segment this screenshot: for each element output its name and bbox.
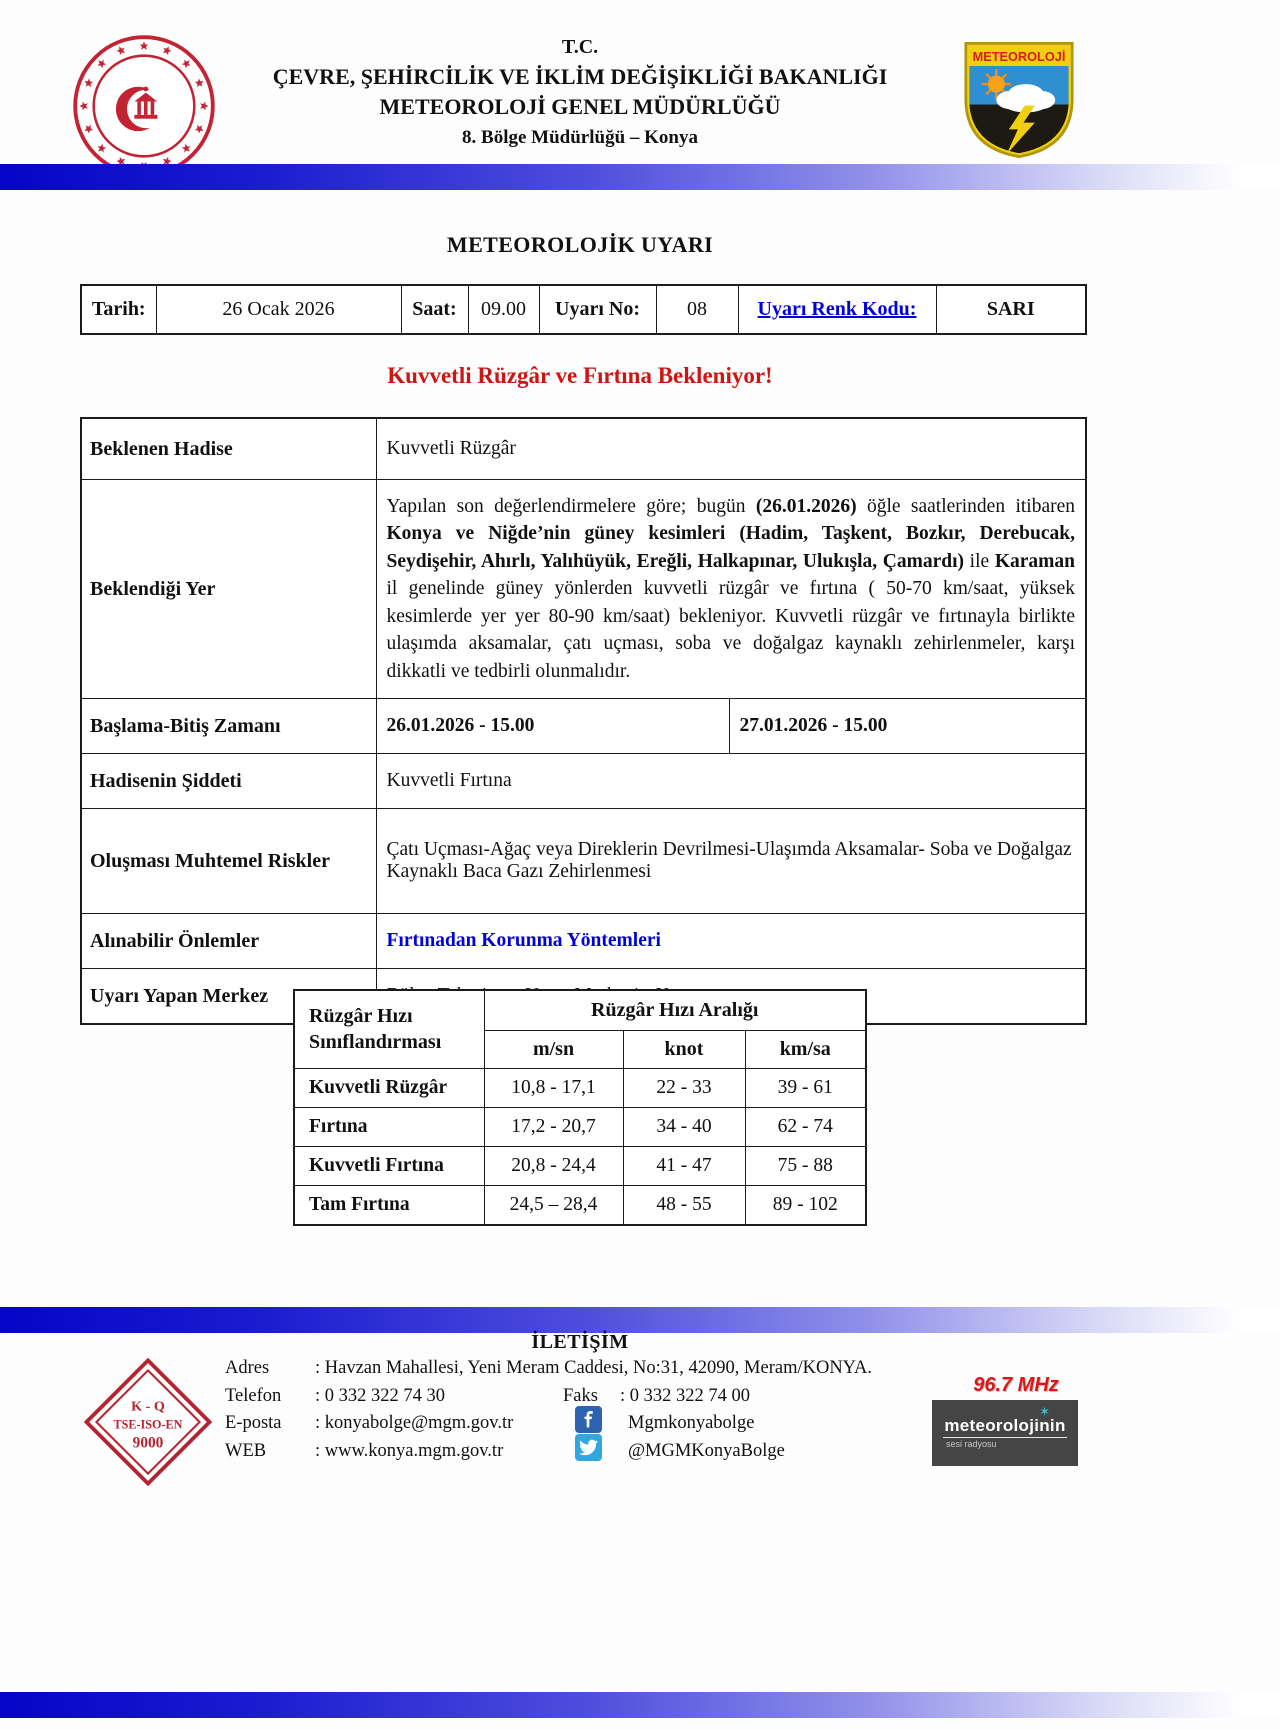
row-possible-risks	[81, 809, 1086, 914]
twitter-handle: @MGMKonyaBolge	[628, 1441, 785, 1461]
wind-kmh-cell: 39 - 61	[745, 1068, 866, 1107]
date-value: 26 Ocak 2026	[156, 285, 401, 334]
alert-heading: Kuvvetli Rüzgâr ve Fırtına Bekleniyor!	[387, 363, 773, 388]
fax-label: Faks	[563, 1386, 598, 1406]
color-code-link[interactable]: Uyarı Renk Kodu:	[757, 298, 917, 320]
unit-knot: knot	[623, 1030, 745, 1068]
wind-row-strong-wind	[294, 1068, 866, 1107]
phone-value: : 0 332 322 74 30	[315, 1386, 446, 1406]
time-value: 09.00	[468, 285, 539, 334]
gradient-bar-top	[0, 164, 1280, 190]
letterhead-region: 8. Bölge Müdürlüğü – Konya	[462, 127, 698, 148]
phone-label: Telefon	[225, 1386, 282, 1406]
wind-class-cell: Kuvvetli Rüzgâr	[294, 1068, 484, 1107]
tse-9000-text: 9000	[132, 1434, 164, 1452]
expected-event-value: Kuvvetli Rüzgâr	[376, 418, 1086, 480]
severity-label: Hadisenin Şiddeti	[81, 754, 376, 809]
facebook-handle: Mgmkonyabolge	[628, 1413, 755, 1433]
wind-ms-cell: 24,5 – 28,4	[484, 1185, 623, 1225]
unit-ms: m/sn	[484, 1030, 623, 1068]
wind-row-storm	[294, 1107, 866, 1146]
web-value: : www.konya.mgm.gov.tr	[315, 1441, 504, 1461]
time-label: Saat:	[401, 285, 468, 334]
web-label: WEB	[225, 1441, 267, 1461]
shield-label: METEOROLOJİ	[972, 48, 1066, 64]
tse-iso-text: TSE-ISO-EN	[113, 1417, 183, 1432]
warning-info-table	[80, 284, 1087, 335]
wind-knot-cell: 41 - 47	[623, 1146, 745, 1185]
wind-table-header-row	[294, 990, 866, 1030]
radio-name: meteorolojinin	[943, 1416, 1067, 1438]
wind-kmh-cell: 89 - 102	[745, 1185, 866, 1225]
wind-ms-cell: 10,8 - 17,1	[484, 1068, 623, 1107]
wind-knot-cell: 22 - 33	[623, 1068, 745, 1107]
paragraph-segment-bold: Karaman	[994, 550, 1075, 572]
wind-kmh-cell: 62 - 74	[745, 1107, 866, 1146]
warning-no-value: 08	[656, 285, 738, 334]
row-expected-location	[81, 480, 1086, 699]
paragraph-segment: ile	[964, 550, 995, 572]
issuing-center-label: Uyarı Yapan Merkez	[81, 969, 376, 1025]
paragraph-segment: öğle saatlerinden itibaren	[856, 495, 1075, 517]
gradient-bar-footer	[0, 1307, 1280, 1333]
facebook-icon[interactable]	[575, 1406, 602, 1433]
expected-location-paragraph	[376, 480, 1086, 699]
wind-range-header: Rüzgâr Hızı Aralığı	[484, 990, 866, 1030]
row-precautions	[81, 914, 1086, 969]
meteoroloji-shield-icon	[962, 40, 1076, 160]
start-end-label: Başlama-Bitiş Zamanı	[81, 699, 376, 754]
wind-class-header: Rüzgâr Hızı Sınıflandırması	[294, 990, 484, 1068]
row-severity	[81, 754, 1086, 809]
wind-ms-cell: 20,8 - 24,4	[484, 1146, 623, 1185]
radio-subtitle: sesi radyosu	[946, 1439, 997, 1449]
end-datetime: 27.01.2026 - 15.00	[729, 699, 1086, 754]
storm-protection-link[interactable]: Fırtınadan Korunma Yöntemleri	[386, 930, 661, 951]
radio-logo	[932, 1400, 1078, 1466]
wind-ms-cell: 17,2 - 20,7	[484, 1107, 623, 1146]
letterhead-ministry: ÇEVRE, ŞEHİRCİLİK VE İKLİM DEĞİŞİKLİĞİ BAKANLIĞI	[272, 64, 888, 89]
wind-class-cell: Kuvvetli Fırtına	[294, 1146, 484, 1185]
date-label: Tarih:	[81, 285, 156, 334]
wind-row-strong-storm	[294, 1146, 866, 1185]
wind-speed-table	[293, 989, 867, 1226]
fax-value: : 0 332 322 74 00	[620, 1386, 751, 1406]
warning-no-label: Uyarı No:	[539, 285, 656, 334]
letterhead	[160, 36, 1000, 149]
row-expected-event	[81, 418, 1086, 480]
address-label: Adres	[225, 1358, 270, 1378]
email-value: : konyabolge@mgm.gov.tr	[315, 1413, 514, 1433]
contact-title: İLETİŞİM	[531, 1331, 629, 1353]
radio-frequency: 96.7 MHz	[973, 1374, 1059, 1396]
possible-risks-label: Oluşması Muhtemel Riskler	[81, 809, 376, 914]
warning-detail-table	[80, 417, 1087, 1025]
start-datetime: 26.01.2026 - 15.00	[376, 699, 729, 754]
paragraph-segment-bold: (26.01.2026)	[755, 495, 857, 517]
tse-iso-logo	[84, 1358, 212, 1486]
wind-knot-cell: 34 - 40	[623, 1107, 745, 1146]
row-start-end	[81, 699, 1086, 754]
paragraph-segment: il genelinde güney yönlerden kuvvetli rüzgâr ve fırtına ( 50-70 km/saat, yüksek kesimlerde yer yer 80-90 km/saat) bekleniyor. Kuvvetli rüzgâr ve fırtınayla birlikte ulaşımda aksamalar, çatı uçması, soba ve doğalgaz kaynaklı zehirlenmeler, karşı dikkatli ve tedbirli olunmalıdır.	[386, 578, 1075, 682]
address-value: : Havzan Mahallesi, Yeni Meram Caddesi, No:31, 42090, Meram/KONYA.	[315, 1358, 872, 1378]
wind-row-full-storm	[294, 1185, 866, 1225]
unit-kmh: km/sa	[745, 1030, 866, 1068]
email-label: E-posta	[225, 1413, 282, 1433]
letterhead-tc: T.C.	[561, 36, 599, 58]
tse-kq-text: K - Q	[131, 1398, 165, 1415]
radio-star-icon: ✶	[1039, 1404, 1050, 1419]
color-code-value: SARI	[936, 285, 1086, 334]
letterhead-directorate: METEOROLOJİ GENEL MÜDÜRLÜĞÜ	[379, 94, 781, 119]
expected-event-label: Beklenen Hadise	[81, 418, 376, 480]
document-title: METEOROLOJİK UYARI	[446, 232, 714, 257]
twitter-icon[interactable]	[575, 1434, 602, 1461]
severity-value: Kuvvetli Fırtına	[376, 754, 1086, 809]
paragraph-segment-bold: Konya ve Niğde’nin güney kesimleri (Hadim, Taşkent, Bozkır, Derebucak, Seydişehir, Ahırlı, Yalıhüyük, Ereğli, Halkapınar, Ulukışla, Çamardı)	[386, 523, 1075, 572]
expected-location-label: Beklendiği Yer	[81, 480, 376, 699]
precautions-label: Alınabilir Önlemler	[81, 914, 376, 969]
gradient-bar-bottom	[0, 1692, 1280, 1718]
paragraph-segment: Yapılan son değerlendirmelere göre; bugün	[386, 495, 756, 517]
wind-class-cell: Tam Fırtına	[294, 1185, 484, 1225]
wind-knot-cell: 48 - 55	[623, 1185, 745, 1225]
possible-risks-value: Çatı Uçması-Ağaç veya Direklerin Devrilmesi-Ulaşımda Aksamalar- Soba ve Doğalgaz Kaynaklı Baca Gazı Zehirlenmesi	[376, 809, 1086, 914]
wind-class-cell: Fırtına	[294, 1107, 484, 1146]
wind-kmh-cell: 75 - 88	[745, 1146, 866, 1185]
